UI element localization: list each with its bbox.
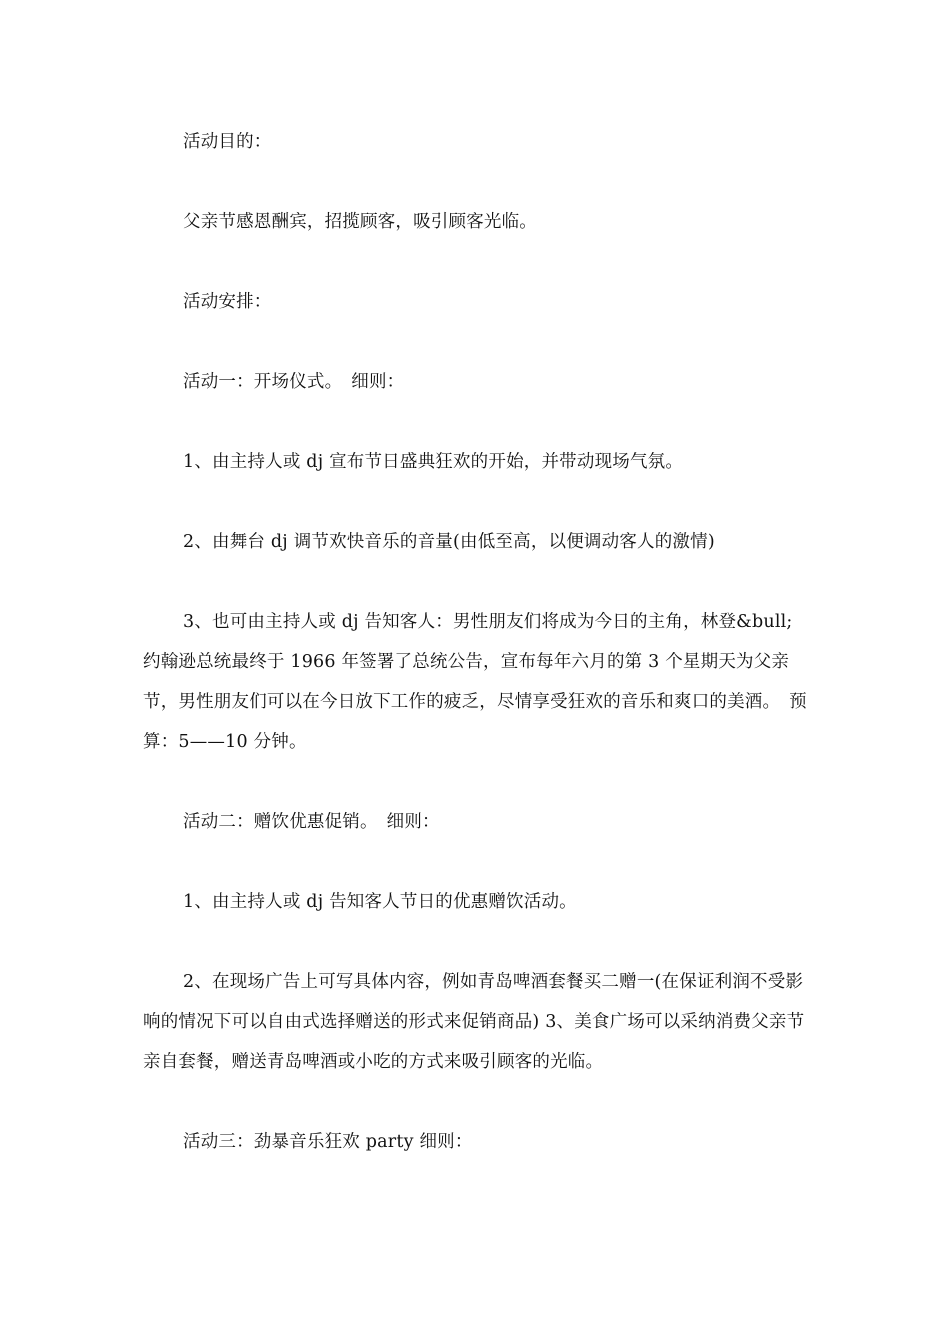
paragraph-spacer	[143, 922, 809, 962]
paragraph-activity-two-item-2: 2、在现场广告上可写具体内容，例如青岛啤酒套餐买二赠一(在保证利润不受影响的情况下可以自由式选择赠送的形式来促销商品) 3、美食广场可以采纳消费父亲节亲自套餐，赠送青岛啤酒或小吃的方式来吸引顾客的光临。	[143, 972, 805, 1072]
paragraph-arrangement-heading: 活动安排：	[183, 292, 272, 312]
paragraph-purpose-heading: 活动目的：	[183, 132, 272, 152]
paragraph-activity-one-item-2: 2、由舞台 dj 调节欢快音乐的音量(由低至高，以便调动客人的激情)	[183, 532, 715, 552]
paragraph-spacer	[143, 402, 809, 442]
paragraph-spacer	[143, 242, 809, 282]
paragraph-activity-three-heading: 活动三：劲暴音乐狂欢 party 细则：	[183, 1132, 473, 1152]
paragraph-activity-two-item-1: 1、由主持人或 dj 告知客人节日的优惠赠饮活动。	[183, 892, 577, 912]
paragraph-activity-one-item-1: 1、由主持人或 dj 宣布节日盛典狂欢的开始，并带动现场气氛。	[183, 452, 684, 472]
paragraph-activity-one-item-3: 3、也可由主持人或 dj 告知客人：男性朋友们将成为今日的主角，林登&bull;约翰逊总统最终于 1966 年签署了总统公告，宣布每年六月的第 3 个星期天为父亲节，男性朋友们可以在今日放下工作的疲乏，尽情享受狂欢的音乐和爽口的美酒。 预算：5——10 分钟。	[143, 612, 807, 752]
paragraph-spacer	[143, 482, 809, 522]
paragraph-activity-two-heading: 活动二：赠饮优惠促销。 细则：	[183, 812, 440, 832]
paragraph-purpose-text: 父亲节感恩酬宾，招揽顾客，吸引顾客光临。	[183, 212, 537, 232]
paragraph-spacer	[143, 842, 809, 882]
document-body	[143, 122, 809, 1162]
paragraph-spacer	[143, 562, 809, 602]
paragraph-spacer	[143, 762, 809, 802]
paragraph-activity-one-heading: 活动一：开场仪式。 细则：	[183, 372, 405, 392]
paragraph-spacer	[143, 1082, 809, 1122]
paragraph-spacer	[143, 322, 809, 362]
paragraph-spacer	[143, 162, 809, 202]
